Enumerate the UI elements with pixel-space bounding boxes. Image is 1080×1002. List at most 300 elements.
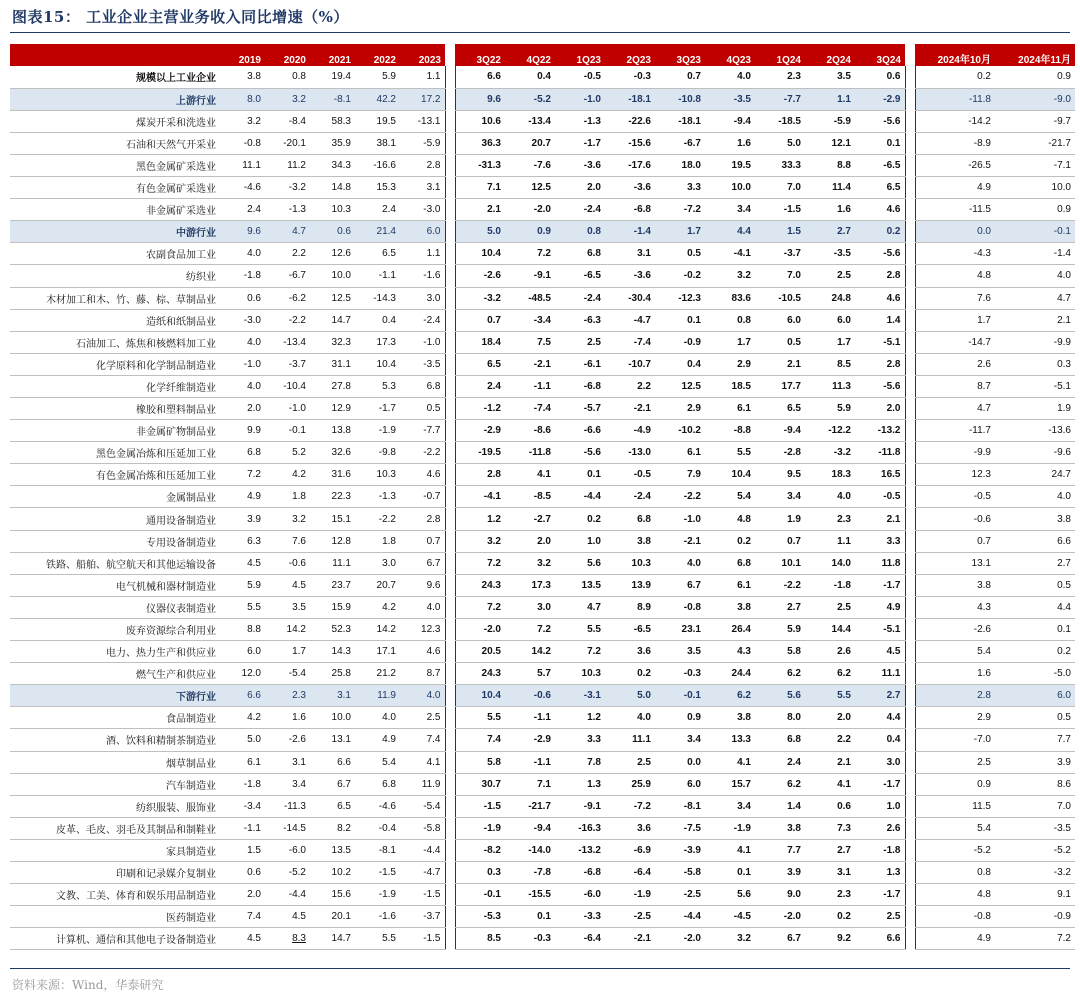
table-cell: -9.8 [355,442,400,464]
figure-title: 图表15： 工业企业主营业务收入同比增速（%） [12,8,349,26]
table-cell: 1.4 [755,795,805,817]
col-gap [905,442,915,464]
table-cell: 4.0 [995,265,1075,287]
row-label: 非金属矿采选业 [10,199,220,221]
table-row [10,729,1075,751]
table-row [10,552,1075,574]
table-cell: -4.4 [265,884,310,906]
col-4q22: 4Q22 [505,44,555,66]
table-cell: 6.5 [755,398,805,420]
table-cell: -7.1 [995,154,1075,176]
table-cell: 1.7 [265,641,310,663]
row-label: 上游行业 [10,88,220,110]
col-gap [445,464,455,486]
table-cell: -6.9 [605,839,655,861]
table-cell: 5.0 [220,729,265,751]
table-cell: -8.1 [355,839,400,861]
table-cell: -4.5 [705,906,755,928]
table-cell: -0.6 [505,685,555,707]
table-cell: -3.5 [400,353,445,375]
col-gap [905,552,915,574]
table-cell: -8.5 [505,486,555,508]
col-gap [905,928,915,950]
table-cell: -2.2 [755,574,805,596]
table-row [10,839,1075,861]
table-cell: 24.4 [705,663,755,685]
table-cell: 9.2 [805,928,855,950]
table-cell: -3.4 [220,795,265,817]
table-row [10,861,1075,883]
table-cell: 6.6 [855,928,905,950]
table-cell: 7.1 [455,177,505,199]
header-row [10,44,1075,66]
table-cell: 4.6 [855,199,905,221]
table-cell: 3.0 [505,596,555,618]
table-cell: 13.1 [310,729,355,751]
table-cell: -0.3 [655,663,705,685]
table-cell: 3.8 [705,707,755,729]
table-cell: -6.1 [555,353,605,375]
col-gap [445,618,455,640]
table-cell: 0.4 [855,729,905,751]
table-cell: -2.6 [915,618,995,640]
col-gap [445,110,455,132]
table-cell: 12.1 [805,132,855,154]
table-cell: 2.0 [220,884,265,906]
table-cell: 1.5 [755,221,805,243]
table-cell: 12.6 [310,243,355,265]
table-cell: 4.9 [220,486,265,508]
table-cell: -0.6 [265,552,310,574]
table-cell: -5.4 [400,795,445,817]
table-cell: 4.0 [220,243,265,265]
table-cell: -48.5 [505,287,555,309]
table-cell: 83.6 [705,287,755,309]
table-cell: 3.2 [505,552,555,574]
table-cell: 0.7 [755,530,805,552]
table-cell: 1.1 [805,530,855,552]
table-cell: 7.9 [655,464,705,486]
table-cell: 8.0 [755,707,805,729]
row-label: 黑色金属冶炼和压延加工业 [10,442,220,464]
table-cell: 4.4 [855,707,905,729]
header-blank [10,44,220,66]
table-cell: 5.0 [755,132,805,154]
table-cell: 3.6 [605,817,655,839]
col-2024-10: 2024年10月 [915,44,995,66]
table-cell: 3.2 [265,508,310,530]
table-cell: -7.7 [400,420,445,442]
table-cell: 0.1 [555,464,605,486]
table-cell: 4.0 [220,331,265,353]
table-cell: -3.2 [265,177,310,199]
table-cell: -10.4 [265,375,310,397]
row-label: 石油和天然气开采业 [10,132,220,154]
table-cell: 4.7 [915,398,995,420]
table-cell: 3.9 [755,861,805,883]
table-cell: 18.0 [655,154,705,176]
table-cell: 6.5 [855,177,905,199]
table-cell: 1.8 [355,530,400,552]
col-gap [445,530,455,552]
table-cell: -1.7 [855,884,905,906]
col-gap [445,884,455,906]
row-label: 家具制造业 [10,839,220,861]
table-cell: 2.5 [855,906,905,928]
table-cell: 2.7 [855,685,905,707]
table-cell: -1.7 [355,398,400,420]
table-cell: 10.0 [310,265,355,287]
table-cell: 7.4 [220,906,265,928]
table-cell: 4.7 [995,287,1075,309]
table-cell: 5.5 [220,596,265,618]
table-cell: 17.3 [355,331,400,353]
table-cell: 3.8 [755,817,805,839]
table-cell: 13.3 [705,729,755,751]
table-cell: -3.2 [805,442,855,464]
table-cell: 4.2 [355,596,400,618]
table-cell: 10.0 [995,177,1075,199]
table-cell: -1.9 [605,884,655,906]
table-cell: -2.2 [265,309,310,331]
table-cell: 3.5 [655,641,705,663]
table-cell: -16.3 [555,817,605,839]
table-cell: 6.7 [400,552,445,574]
col-gap [905,641,915,663]
table-cell: -1.1 [220,817,265,839]
col-gap [445,442,455,464]
table-cell: -11.8 [505,442,555,464]
table-cell: 1.6 [265,707,310,729]
table-cell: 11.8 [855,552,905,574]
col-gap [445,398,455,420]
table-cell: 5.6 [705,884,755,906]
table-cell: 5.4 [355,751,400,773]
table-cell: -22.6 [605,110,655,132]
col-gap [445,331,455,353]
table-cell: 0.8 [705,309,755,331]
table-cell: 27.8 [310,375,355,397]
table-cell: 4.7 [265,221,310,243]
table-cell: 6.6 [220,685,265,707]
col-1q23: 1Q23 [555,44,605,66]
table-cell: 5.6 [555,552,605,574]
table-cell: 4.9 [915,928,995,950]
table-cell: -1.1 [505,707,555,729]
table-cell: 14.2 [355,618,400,640]
table-row [10,884,1075,906]
table-cell: 1.0 [855,795,905,817]
table-cell: 7.2 [505,618,555,640]
table-cell: 7.7 [755,839,805,861]
table-cell: -1.3 [355,486,400,508]
table-cell: 2.0 [505,530,555,552]
table-cell: 22.3 [310,486,355,508]
row-label: 橡胶和塑料制品业 [10,398,220,420]
table-cell: 3.2 [455,530,505,552]
table-cell: 11.5 [915,795,995,817]
table-cell: 1.6 [805,199,855,221]
table-cell: 5.8 [455,751,505,773]
table-cell: 3.3 [655,177,705,199]
table-cell: -13.2 [855,420,905,442]
table-cell: 2.1 [995,309,1075,331]
table-cell: 6.8 [220,442,265,464]
table-cell: 20.7 [505,132,555,154]
table-row [10,618,1075,640]
table-cell: 0.3 [995,353,1075,375]
table-cell: -6.5 [605,618,655,640]
table-cell: -3.2 [455,287,505,309]
table-cell: 8.7 [915,375,995,397]
table-cell: 8.0 [220,88,265,110]
col-3q24: 3Q24 [855,44,905,66]
table-cell: 11.9 [355,685,400,707]
table-cell: 5.5 [455,707,505,729]
table-cell: -9.4 [505,817,555,839]
col-gap [905,773,915,795]
table-cell: 3.4 [265,773,310,795]
table-cell: 10.4 [455,685,505,707]
table-cell: -6.2 [265,287,310,309]
col-gap [905,66,915,88]
table-cell: 1.7 [915,309,995,331]
table-cell: -1.0 [400,331,445,353]
col-gap [905,177,915,199]
table-cell: 0.2 [555,508,605,530]
table-cell: 3.2 [220,110,265,132]
col-gap [445,906,455,928]
table-row [10,574,1075,596]
table-cell: -2.2 [400,442,445,464]
table-cell: 19.5 [355,110,400,132]
table-cell: 8.7 [400,663,445,685]
table-cell: 7.6 [915,287,995,309]
table-cell: 0.5 [655,243,705,265]
table-cell: -6.0 [555,884,605,906]
table-cell: 1.1 [805,88,855,110]
table-cell: -2.8 [755,442,805,464]
table-cell: 13.8 [310,420,355,442]
table-cell: 2.7 [755,596,805,618]
col-3q22: 3Q22 [455,44,505,66]
table-cell: 2.7 [995,552,1075,574]
table-cell: -9.6 [995,442,1075,464]
col-gap [905,861,915,883]
table-cell: 13.5 [310,839,355,861]
table-cell: -14.2 [915,110,995,132]
table-cell: -7.4 [505,398,555,420]
table-cell: 3.0 [400,287,445,309]
table-cell: 3.1 [605,243,655,265]
table-cell: 12.9 [310,398,355,420]
table-cell: -8.8 [705,420,755,442]
table-cell: -2.9 [855,88,905,110]
table-cell: 3.4 [655,729,705,751]
table-cell: 15.7 [705,773,755,795]
table-cell: 0.6 [220,861,265,883]
table-cell: 1.6 [915,663,995,685]
table-cell: 6.2 [705,685,755,707]
source-note: 资料来源：Wind，华泰研究 [12,978,164,992]
row-label: 医药制造业 [10,906,220,928]
table-cell: 1.9 [755,508,805,530]
table-cell: 6.3 [220,530,265,552]
title-rule [10,32,1070,33]
table-cell: 10.6 [455,110,505,132]
table-cell: -5.1 [855,618,905,640]
table-cell: -1.2 [455,398,505,420]
col-gap [445,44,455,66]
table-cell: 32.6 [310,442,355,464]
table-cell: -5.6 [855,375,905,397]
table-cell: -0.5 [555,66,605,88]
table-cell: -11.5 [915,199,995,221]
table-row [10,243,1075,265]
table-cell: 0.4 [655,353,705,375]
table-cell: -7.2 [655,199,705,221]
table-cell: 8.9 [605,596,655,618]
table-cell: 0.8 [915,861,995,883]
table-cell: -11.8 [855,442,905,464]
table-cell: 4.7 [555,596,605,618]
col-gap [905,132,915,154]
table-cell: 4.0 [605,707,655,729]
table-cell: 7.8 [555,751,605,773]
table-cell: 1.2 [455,508,505,530]
table-cell: -5.6 [555,442,605,464]
table-cell: 8.3 [265,928,310,950]
table-cell: 4.0 [705,66,755,88]
table-cell: 2.5 [805,596,855,618]
col-gap [905,817,915,839]
table-cell: 10.4 [455,243,505,265]
table-cell: -21.7 [995,132,1075,154]
table-cell: 7.2 [555,641,605,663]
table-cell: -2.4 [555,199,605,221]
row-label: 造纸和纸制品业 [10,309,220,331]
col-gap [905,685,915,707]
table-cell: 10.1 [755,552,805,574]
footer-rule [10,968,1070,969]
table-cell: 2.0 [805,707,855,729]
table-cell: 0.7 [655,66,705,88]
table-cell: 2.1 [455,199,505,221]
table-cell: 4.0 [995,486,1075,508]
table-cell: 0.6 [220,287,265,309]
table-cell: -5.8 [400,817,445,839]
table-cell: 3.2 [705,928,755,950]
table-cell: -8.1 [310,88,355,110]
table-cell: -2.0 [505,199,555,221]
table-cell: -26.5 [915,154,995,176]
table-cell: -9.4 [755,420,805,442]
row-label: 酒、饮料和精制茶制造业 [10,729,220,751]
table-cell: 0.2 [805,906,855,928]
table-cell: 2.1 [755,353,805,375]
table-cell: -0.1 [265,420,310,442]
table-cell: -1.8 [855,839,905,861]
table-cell: -6.0 [265,839,310,861]
table-cell: -4.4 [400,839,445,861]
table-cell: 4.6 [400,641,445,663]
table-cell: 2.4 [455,375,505,397]
table-cell: -1.9 [705,817,755,839]
table-cell: 6.1 [705,574,755,596]
table-row [10,773,1075,795]
table-cell: 7.0 [755,265,805,287]
col-2023: 2023 [400,44,445,66]
col-gap [905,574,915,596]
table-cell: 0.6 [310,221,355,243]
table-cell: -13.4 [505,110,555,132]
table-cell: 1.0 [555,530,605,552]
col-gap [445,309,455,331]
col-4q23: 4Q23 [705,44,755,66]
table-cell: 3.2 [265,88,310,110]
table-row [10,795,1075,817]
table-cell: -4.7 [400,861,445,883]
table-cell: 9.6 [220,221,265,243]
col-gap [445,596,455,618]
table-row [10,199,1075,221]
table-cell: 6.0 [755,309,805,331]
table-cell: -6.8 [605,199,655,221]
table-cell: 4.5 [220,552,265,574]
table-cell: 2.8 [400,154,445,176]
col-gap [905,530,915,552]
table-cell: -1.0 [555,88,605,110]
table-cell: 12.5 [505,177,555,199]
table-cell: 2.5 [805,265,855,287]
table-cell: 10.0 [310,707,355,729]
table-cell: 3.8 [605,530,655,552]
table-cell: 3.9 [220,508,265,530]
row-label: 纺织服装、服饰业 [10,795,220,817]
table-cell: 4.0 [400,685,445,707]
table-cell: 5.7 [505,663,555,685]
table-cell: 4.4 [705,221,755,243]
row-label: 煤炭开采和洗选业 [10,110,220,132]
table-cell: -13.0 [605,442,655,464]
col-gap [905,110,915,132]
table-cell: 10.0 [705,177,755,199]
table-cell: 8.5 [805,353,855,375]
table-cell: -3.7 [755,243,805,265]
table-cell: 0.1 [655,309,705,331]
table-cell: 4.8 [705,508,755,530]
table-cell: -3.0 [220,309,265,331]
col-gap [445,641,455,663]
table-cell: -2.5 [655,884,705,906]
table-row [10,442,1075,464]
table-cell: 6.5 [310,795,355,817]
row-label: 黑色金属矿采选业 [10,154,220,176]
table-cell: 5.2 [265,442,310,464]
table-cell: -2.1 [505,353,555,375]
table-cell: 7.4 [400,729,445,751]
table-cell: -0.8 [655,596,705,618]
table-cell: 1.7 [805,331,855,353]
table-cell: -7.4 [605,331,655,353]
table-cell: 7.4 [455,729,505,751]
col-gap [445,552,455,574]
row-label: 金属制品业 [10,486,220,508]
table-cell: -3.6 [555,154,605,176]
row-label: 燃气生产和供应业 [10,663,220,685]
table-cell: 6.2 [805,663,855,685]
table-cell: -11.7 [915,420,995,442]
